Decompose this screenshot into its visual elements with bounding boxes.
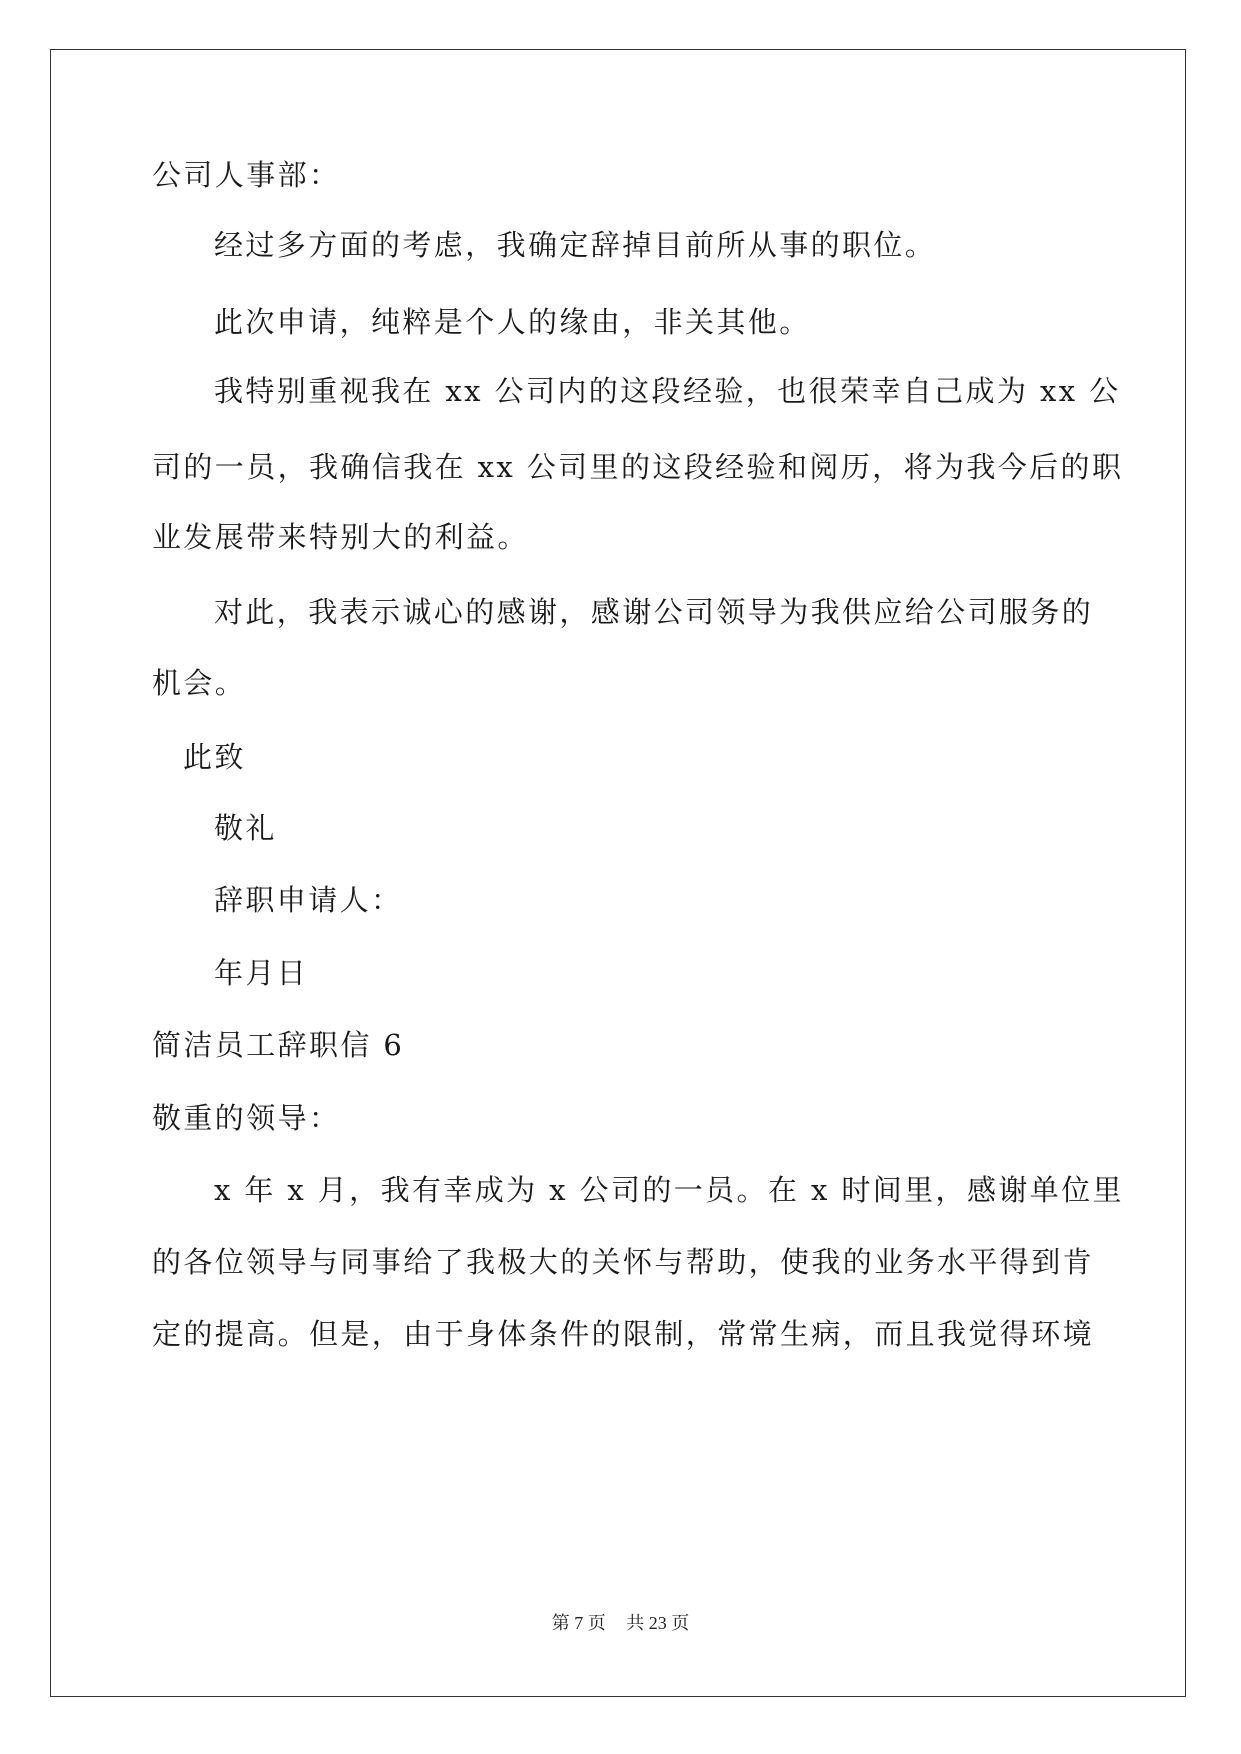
page-total: 共 23 页 [626,1613,690,1633]
paragraph-line: 定的提高。但是，由于身体条件的限制，常常生病，而且我觉得环境 [152,1317,1095,1351]
paragraph-line: 的各位领导与同事给了我极大的关怀与帮助，使我的业务水平得到肯 [152,1245,1095,1279]
paragraph-line: 司的一员，我确信我在 xx 公司里的这段经验和阅历，将为我今后的职 [152,450,1124,484]
section-heading: 简洁员工辞职信 6 [152,1028,405,1062]
page-footer [0,1611,1241,1635]
date-line: 年月日 [214,956,309,990]
paragraph-line: 业发展带来特别大的利益。 [152,520,529,554]
paragraph-line: 我特别重视我在 xx 公司内的这段经验，也很荣幸自己成为 xx 公 [214,374,1121,408]
paragraph-line: 经过多方面的考虑，我确定辞掉目前所从事的职位。 [214,228,937,262]
paragraph-line: 对此，我表示诚心的感谢，感谢公司领导为我供应给公司服务的 [214,595,1094,629]
paragraph-line: 此次申请，纯粹是个人的缘由，非关其他。 [214,305,811,339]
paragraph-line: 机会。 [152,666,247,700]
salutation-line: 公司人事部： [152,158,341,192]
closing-line: 敬礼 [214,811,277,845]
salutation-line: 敬重的领导： [152,1101,341,1135]
closing-line: 此致 [183,740,246,774]
signature-line: 辞职申请人： [214,883,403,917]
page-number: 第 7 页 [551,1613,606,1633]
paragraph-line: x 年 x 月，我有幸成为 x 公司的一员。在 x 时间里，感谢单位里 [214,1173,1124,1207]
page-border [50,49,1186,1697]
